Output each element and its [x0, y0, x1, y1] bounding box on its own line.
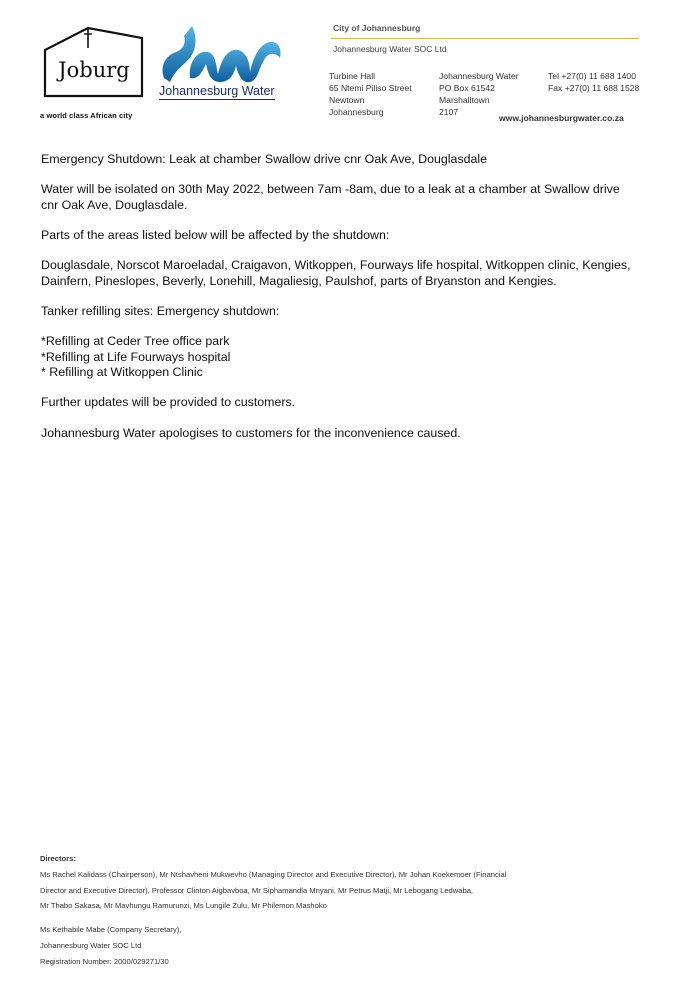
directors-line: Ms Rachel Kalidass (Chairperson), Mr Ntshavheni Mukwevho (Managing Director and Executive Director), Mr Johan Koekemoer (Financial [40, 869, 507, 879]
footer-company: Johannesburg Water SOC Ltd [40, 940, 142, 950]
list-item: *Refilling at Ceder Tree office park [41, 334, 230, 349]
address-line: 65 Ntemi Piliso Street [329, 83, 412, 93]
affected-intro: Parts of the areas listed below will be affected by the shutdown: [41, 227, 390, 242]
city-title: City of Johannesburg [333, 23, 421, 33]
postal-address [439, 70, 518, 118]
list-item: * Refilling at Witkoppen Clinic [41, 364, 203, 379]
fax: Fax +27(0) 11 688 1528 [548, 83, 640, 93]
address-line: Johannesburg Water [439, 71, 519, 81]
footer-spacer [40, 914, 640, 922]
joburg-logo [42, 24, 146, 100]
directors-line: Director and Executive Director), Professor Clinton Aigbavboa, Mr Siphamandla Mnyani, Mr Petrus Matji, Mr Lebogang Ledwaba, [40, 885, 474, 895]
footer [40, 851, 640, 970]
address-line: Newtown [329, 95, 365, 105]
johannesburg-water-name: Johannesburg Water [159, 84, 275, 98]
tanker-title: Tanker refilling sites: Emergency shutdown: [41, 303, 280, 318]
list-item: *Refilling at Life Fourways hospital [41, 349, 231, 364]
joburg-logo-text: Joburg [58, 58, 130, 82]
directors-label: Directors: [40, 854, 76, 863]
company-name: Johannesburg Water SOC Ltd [333, 44, 447, 54]
directors-line: Mr Thabo Sakasa, Mr Mavhungu Ramurunzi, Ms Lungile Zulu, Mr Philemon Mashoko [40, 901, 327, 911]
website-link[interactable]: www.johannesburgwater.co.za [499, 113, 624, 123]
updates-paragraph: Further updates will be provided to customers. [41, 395, 296, 410]
isolation-paragraph: Water will be isolated on 30th May 2022, between 7am -8am, due to a leak at a chamber at Swallow drive cnr Oak Ave, Douglasdale. [41, 182, 620, 212]
registration-number: Registration Number: 2000/029271/30 [40, 956, 169, 966]
apology-paragraph: Johannesburg Water apologises to customers for the inconvenience caused. [41, 425, 461, 440]
joburg-tagline: a world class African city [40, 111, 133, 120]
telephone: Tel +27(0) 11 688 1400 [548, 71, 636, 81]
address-line: PO Box 61542 [439, 83, 495, 93]
affected-areas: Douglasdale, Norscot Maroeladal, Craigavon, Witkoppen, Fourways life hospital, Witkoppen clinic, Kengies, Dainfern, Pineslopes, Beverly, Lonehill, Magaliesig, Paulshof, parts of Bryanston and Kengies. [41, 258, 631, 288]
johannesburg-water-logo [158, 22, 284, 88]
address-line: Turbine Hall [329, 71, 376, 81]
address-line: Johannesburg [329, 107, 384, 117]
header-divider [331, 38, 639, 39]
refilling-sites-list [41, 334, 631, 380]
physical-address [329, 70, 412, 118]
contact-numbers [548, 70, 639, 94]
company-secretary: Ms Kethabile Mabe (Company Secretary), [40, 925, 182, 935]
address-line: 2107 [439, 107, 459, 117]
notice-title: Emergency Shutdown: Leak at chamber Swallow drive cnr Oak Ave, Douglasdale [41, 152, 488, 166]
address-line: Marshalltown [439, 95, 490, 105]
notice-body [41, 152, 631, 456]
